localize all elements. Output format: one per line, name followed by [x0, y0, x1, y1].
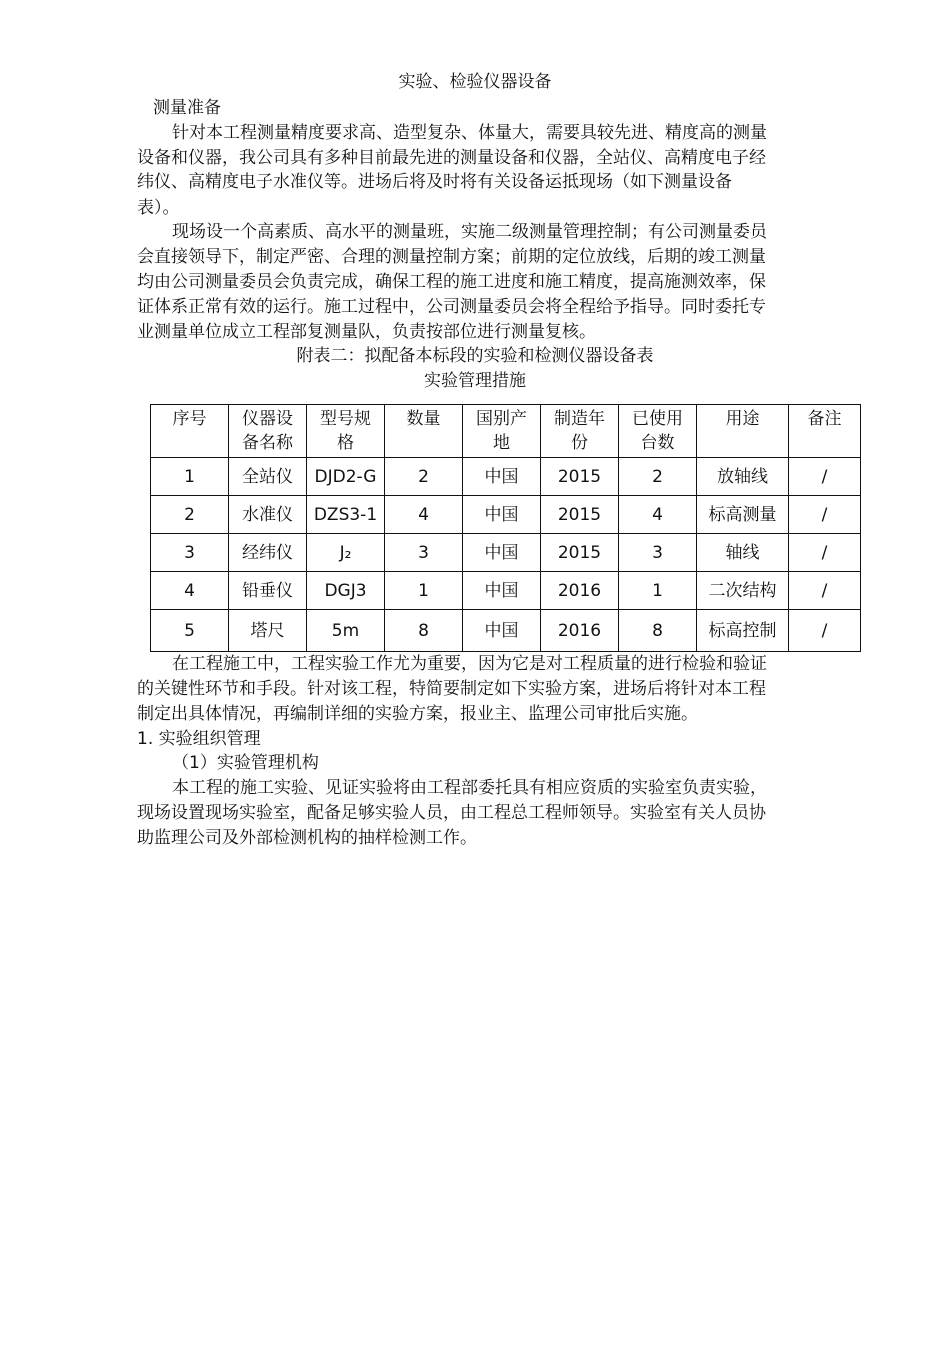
cell-no: 4	[151, 572, 229, 610]
table-row	[151, 458, 861, 496]
cell-remarks: /	[789, 572, 861, 610]
table-subcaption: 实验管理措施	[424, 371, 526, 391]
section-heading-survey-prep: 测量准备	[153, 98, 221, 118]
cell-quantity: 4	[385, 496, 463, 534]
section-heading-testing-org: 1. 实验组织管理	[137, 729, 261, 749]
cell-model: DZS3-1	[307, 496, 385, 534]
text-line: 的关键性环节和手段。针对该工程，特简要制定如下实验方案，进场后将针对本工程	[137, 679, 766, 699]
cell-year: 2016	[541, 610, 619, 652]
cell-origin: 中国	[463, 496, 541, 534]
text-line: 针对本工程测量精度要求高、造型复杂、体量大，需要具较先进、精度高的测量	[172, 123, 767, 143]
cell-instrument: 塔尺	[229, 610, 307, 652]
cell-remarks: /	[789, 610, 861, 652]
cell-no: 1	[151, 458, 229, 496]
cell-no: 3	[151, 534, 229, 572]
cell-units-used: 4	[619, 496, 697, 534]
cell-origin: 中国	[463, 610, 541, 652]
cell-origin: 中国	[463, 572, 541, 610]
cell-no: 2	[151, 496, 229, 534]
cell-purpose: 放轴线	[697, 458, 789, 496]
cell-year: 2015	[541, 458, 619, 496]
page-title: 实验、检验仪器设备	[398, 72, 552, 92]
header-origin: 国别产 地	[463, 405, 541, 458]
table-row	[151, 534, 861, 572]
table-row	[151, 610, 861, 652]
header-units-used: 已使用 台数	[619, 405, 697, 458]
text-line: 会直接领导下，制定严密、合理的测量控制方案；前期的定位放线，后期的竣工测量	[137, 247, 766, 267]
text-line: 制定出具体情况，再编制详细的实验方案，报业主、监理公司审批后实施。	[137, 704, 698, 724]
header-year: 制造年 份	[541, 405, 619, 458]
cell-quantity: 3	[385, 534, 463, 572]
text-line: 助监理公司及外部检测机构的抽样检测工作。	[137, 828, 477, 848]
cell-model: J₂	[307, 534, 385, 572]
table-row	[151, 496, 861, 534]
cell-units-used: 8	[619, 610, 697, 652]
header-remarks: 备注	[789, 405, 861, 458]
table-caption: 附表二：拟配备本标段的实验和检测仪器设备表	[296, 346, 654, 366]
header-purpose: 用途	[697, 405, 789, 458]
cell-model: DGJ3	[307, 572, 385, 610]
cell-units-used: 2	[619, 458, 697, 496]
cell-instrument: 铅垂仪	[229, 572, 307, 610]
header-model: 型号规 格	[307, 405, 385, 458]
cell-quantity: 8	[385, 610, 463, 652]
cell-instrument: 全站仪	[229, 458, 307, 496]
subsection-heading-testing-body: （1）实验管理机构	[172, 753, 319, 773]
header-quantity: 数量	[385, 405, 463, 458]
cell-remarks: /	[789, 496, 861, 534]
cell-instrument: 经纬仪	[229, 534, 307, 572]
text-line: 现场设一个高素质、高水平的测量班，实施二级测量管理控制；有公司测量委员	[172, 222, 767, 242]
cell-purpose: 标高控制	[697, 610, 789, 652]
cell-units-used: 1	[619, 572, 697, 610]
text-line: 表）。	[137, 198, 180, 218]
cell-remarks: /	[789, 534, 861, 572]
cell-purpose: 二次结构	[697, 572, 789, 610]
header-no: 序号	[151, 405, 229, 458]
cell-model: 5m	[307, 610, 385, 652]
text-line: 均由公司测量委员会负责完成，确保工程的施工进度和施工精度，提高施测效率，保	[137, 272, 766, 292]
cell-quantity: 1	[385, 572, 463, 610]
cell-remarks: /	[789, 458, 861, 496]
cell-units-used: 3	[619, 534, 697, 572]
cell-purpose: 标高测量	[697, 496, 789, 534]
text-line: 在工程施工中，工程实验工作尤为重要，因为它是对工程质量的进行检验和验证	[172, 654, 767, 674]
cell-year: 2016	[541, 572, 619, 610]
cell-quantity: 2	[385, 458, 463, 496]
text-line: 本工程的施工实验、见证实验将由工程部委托具有相应资质的实验室负责实验，	[172, 778, 767, 798]
cell-year: 2015	[541, 534, 619, 572]
text-line: 业测量单位成立工程部复测量队，负责按部位进行测量复核。	[137, 322, 596, 342]
text-line: 设备和仪器，我公司具有多种目前最先进的测量设备和仪器，全站仪、高精度电子经	[137, 148, 766, 168]
text-line: 现场设置现场实验室，配备足够实验人员，由工程总工程师领导。实验室有关人员协	[137, 803, 766, 823]
cell-year: 2015	[541, 496, 619, 534]
cell-purpose: 轴线	[697, 534, 789, 572]
header-instrument-name: 仪器设 备名称	[229, 405, 307, 458]
cell-origin: 中国	[463, 534, 541, 572]
equipment-table	[150, 404, 861, 652]
cell-model: DJD2-G	[307, 458, 385, 496]
table-header-row	[151, 405, 861, 458]
cell-origin: 中国	[463, 458, 541, 496]
text-line: 纬仪、高精度电子水准仪等。进场后将及时将有关设备运抵现场（如下测量设备	[137, 172, 732, 192]
cell-instrument: 水准仪	[229, 496, 307, 534]
table-row	[151, 572, 861, 610]
text-line: 证体系正常有效的运行。施工过程中，公司测量委员会将全程给予指导。同时委托专	[137, 297, 766, 317]
cell-no: 5	[151, 610, 229, 652]
